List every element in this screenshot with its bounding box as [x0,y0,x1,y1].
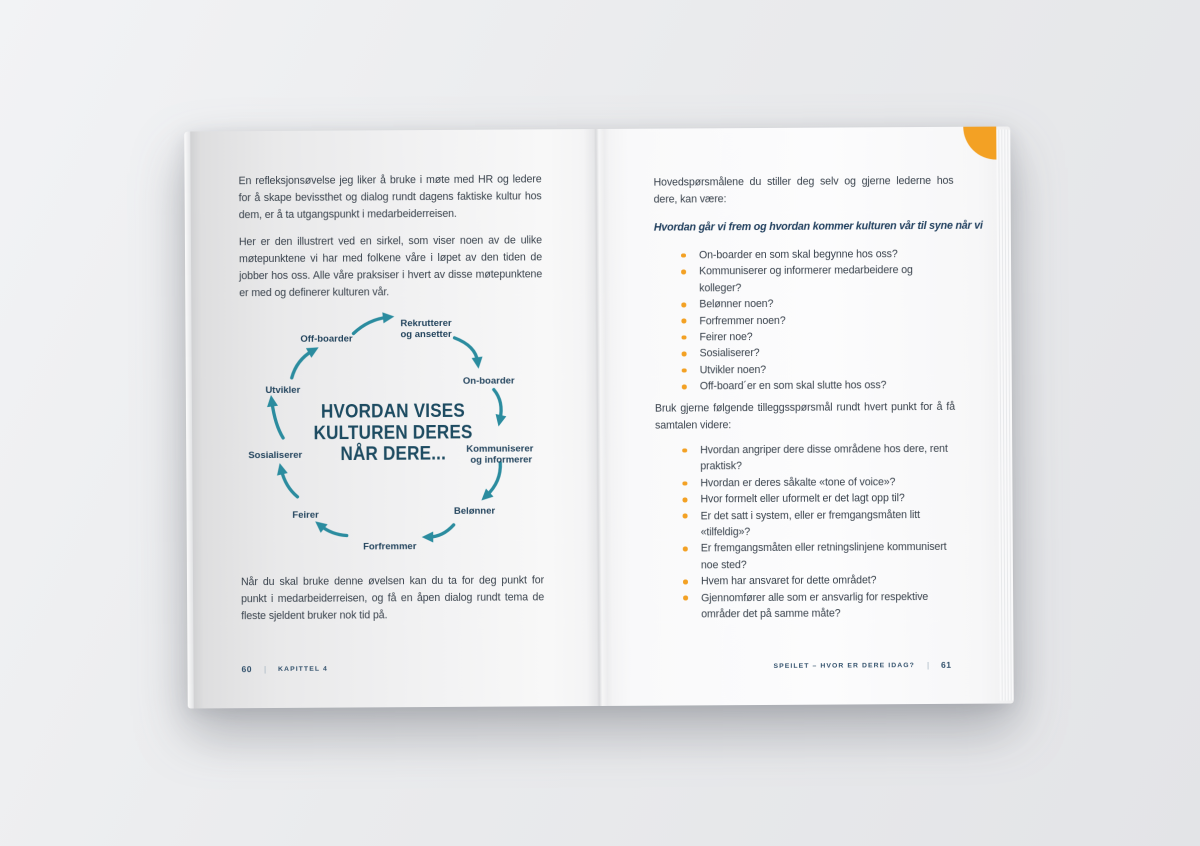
question-list-item [654,262,959,297]
bullet-icon [682,385,687,390]
diagram-center-title-line3: NÅR DERE... [340,441,447,465]
question-text: Er det satt i system, eller er fremgangsmåten litt «tilfeldig»? [700,508,920,539]
question-text: Hvordan angriper dere disse områdene hos dere, rent praktisk? [700,442,948,473]
paragraph-closing: Når du skal bruke denne øvelsen kan du ta for deg punkt for punkt i medarbeiderreisen, og få en åpen dialog rundt tema de fleste sjeldent bruker nok tid på. [240,574,545,623]
question-text: Utvikler noen? [699,363,767,377]
chapter-label: KAPITTEL 4 [278,665,328,673]
question-text: Hvor formelt eller uformelt er det lagt opp til? [700,492,905,506]
bullet-icon [681,335,686,340]
bullet-icon [682,352,687,357]
paragraph-followup-intro: Bruk gjerne følgende tilleggsspørsmål rundt hvert punkt for å få samtalen videre: [654,400,955,432]
question-list-item [656,588,961,623]
bullet-icon [682,368,687,373]
cycle-arrow-feirer-to-sosialiserer [281,470,297,497]
paragraph-circle-intro: Her er den illustrert ved en sirkel, som viser noen av de ulike møtepunktene vi har med folkene våre i løpet av den tiden de jobber hos oss. Alle våre praksiser i hvert av disse møtepunktene er med og definerer kulturen vår. [238,234,543,300]
right-page-footer [773,660,951,671]
lead-question-heading: Hvordan går vi frem og hvordan kommer kulturen vår til syne når vi [653,219,983,234]
cycle-arrow-forfremmer-to-feirer [321,526,347,536]
diagram-center-title [313,399,472,464]
question-text: Kommuniserer og informerer medarbeidere og kolleger? [699,264,913,295]
question-text: Hvordan er deres såkalte «tone of voice»? [700,476,896,490]
bullet-icon [681,270,686,275]
question-text: On-boarder en som skal begynne hos oss? [698,248,898,262]
diagram-node-label-sosialiserer: Sosialiserer [248,449,303,462]
orange-corner-tab [963,127,996,160]
page-number: 60 [241,664,253,675]
question-text: Belønner noen? [699,298,774,311]
cycle-arrow-kommuniserer-to-belonner [486,463,500,496]
bullet-icon [681,302,686,307]
question-list-item [655,361,960,379]
paragraph-reflection-exercise: En refleksjonsøvelse jeg liker å bruke i møte med HR og ledere for å skape bevissthet og dialog rundt dagens faktiske kultur hos dem, er å ta utgangspunkt i medarbeiderreisen. [238,173,542,222]
left-page [184,129,599,708]
diagram-node-label-kommuniserer: Kommuniserer og informerer [466,443,534,466]
bullet-icon [681,253,686,258]
bullet-icon [683,547,688,552]
cycle-arrow-onboarder-to-kommuniserer [494,390,501,420]
employee-journey-cycle-diagram [237,305,546,565]
question-list-item [654,246,959,264]
cycle-arrow-offboarder-to-rekrutterer [353,317,387,333]
right-page-edge-stack [996,129,1013,700]
paragraph-main-questions-intro: Hovedspørsmålene du stiller deg selv og gjerne lederne hos dere, kan være: [653,174,954,206]
book-title: SPEILET – HVOR ER DERE IDAG? [773,661,915,670]
bullet-icon [682,448,687,453]
left-page-footer [242,664,328,675]
diagram-center-title-line2: KULTUREN DERES [313,420,473,444]
left-page-edge-stack [184,131,194,708]
question-text: Forfremmer noen? [699,314,786,328]
bullet-icon [682,481,687,486]
diagram-node-label-forfremmer: Forfremmer [363,541,417,553]
right-page [595,126,1014,706]
question-text: Sosialiserer? [699,347,760,360]
diagram-node-label-belonner: Belønner [453,505,496,517]
bullet-icon [683,596,688,601]
followup-questions-list [655,441,961,623]
cycle-arrow-rekrutterer-to-onboarder [455,338,478,362]
main-questions-list [654,246,960,396]
cycle-arrow-utvikler-to-offboarder [292,351,313,378]
bullet-icon [681,319,686,324]
diagram-node-label-onboarder: On-boarder [462,375,515,387]
question-list-item [655,474,960,492]
cycle-arrow-belonner-to-forfremmer [429,525,454,537]
question-list-item [656,572,961,590]
question-list-item [655,377,960,395]
footer-divider: | [926,660,930,670]
diagram-center-title-line1: HVORDAN VISES [320,399,466,423]
question-list-item [656,506,961,541]
open-book [184,126,1014,708]
question-list-item [654,328,959,346]
diagram-node-label-rekrutterer: Rekrutterer og ansetter [400,317,452,341]
question-list-item [655,490,960,508]
question-text: Feirer noe? [699,331,753,344]
bullet-icon [683,580,688,585]
question-text: Off-board´er en som skal slutte hos oss? [699,379,887,393]
footer-divider: | [263,664,267,674]
question-text: Gjennomfører alle som er ansvarlig for respektive områder det på samme måte? [701,590,929,621]
question-list-item [655,344,960,362]
question-list-item [656,539,961,574]
diagram-node-label-feirer: Feirer [292,509,319,521]
question-list-item [655,441,960,476]
bullet-icon [683,514,688,519]
question-text: Er fremgangsmåten eller retningslinjene kommunisert noe sted? [700,541,947,572]
diagram-node-label-utvikler: Utvikler [265,384,301,397]
cycle-arrow-sosialiserer-to-utvikler [272,402,283,438]
question-text: Hvem har ansvaret for dette området? [700,574,877,588]
question-list-item [654,311,959,329]
bullet-icon [682,497,687,502]
diagram-node-label-offboarder: Off-boarder [300,333,353,345]
page-number: 61 [941,659,952,670]
question-list-item [654,295,959,313]
